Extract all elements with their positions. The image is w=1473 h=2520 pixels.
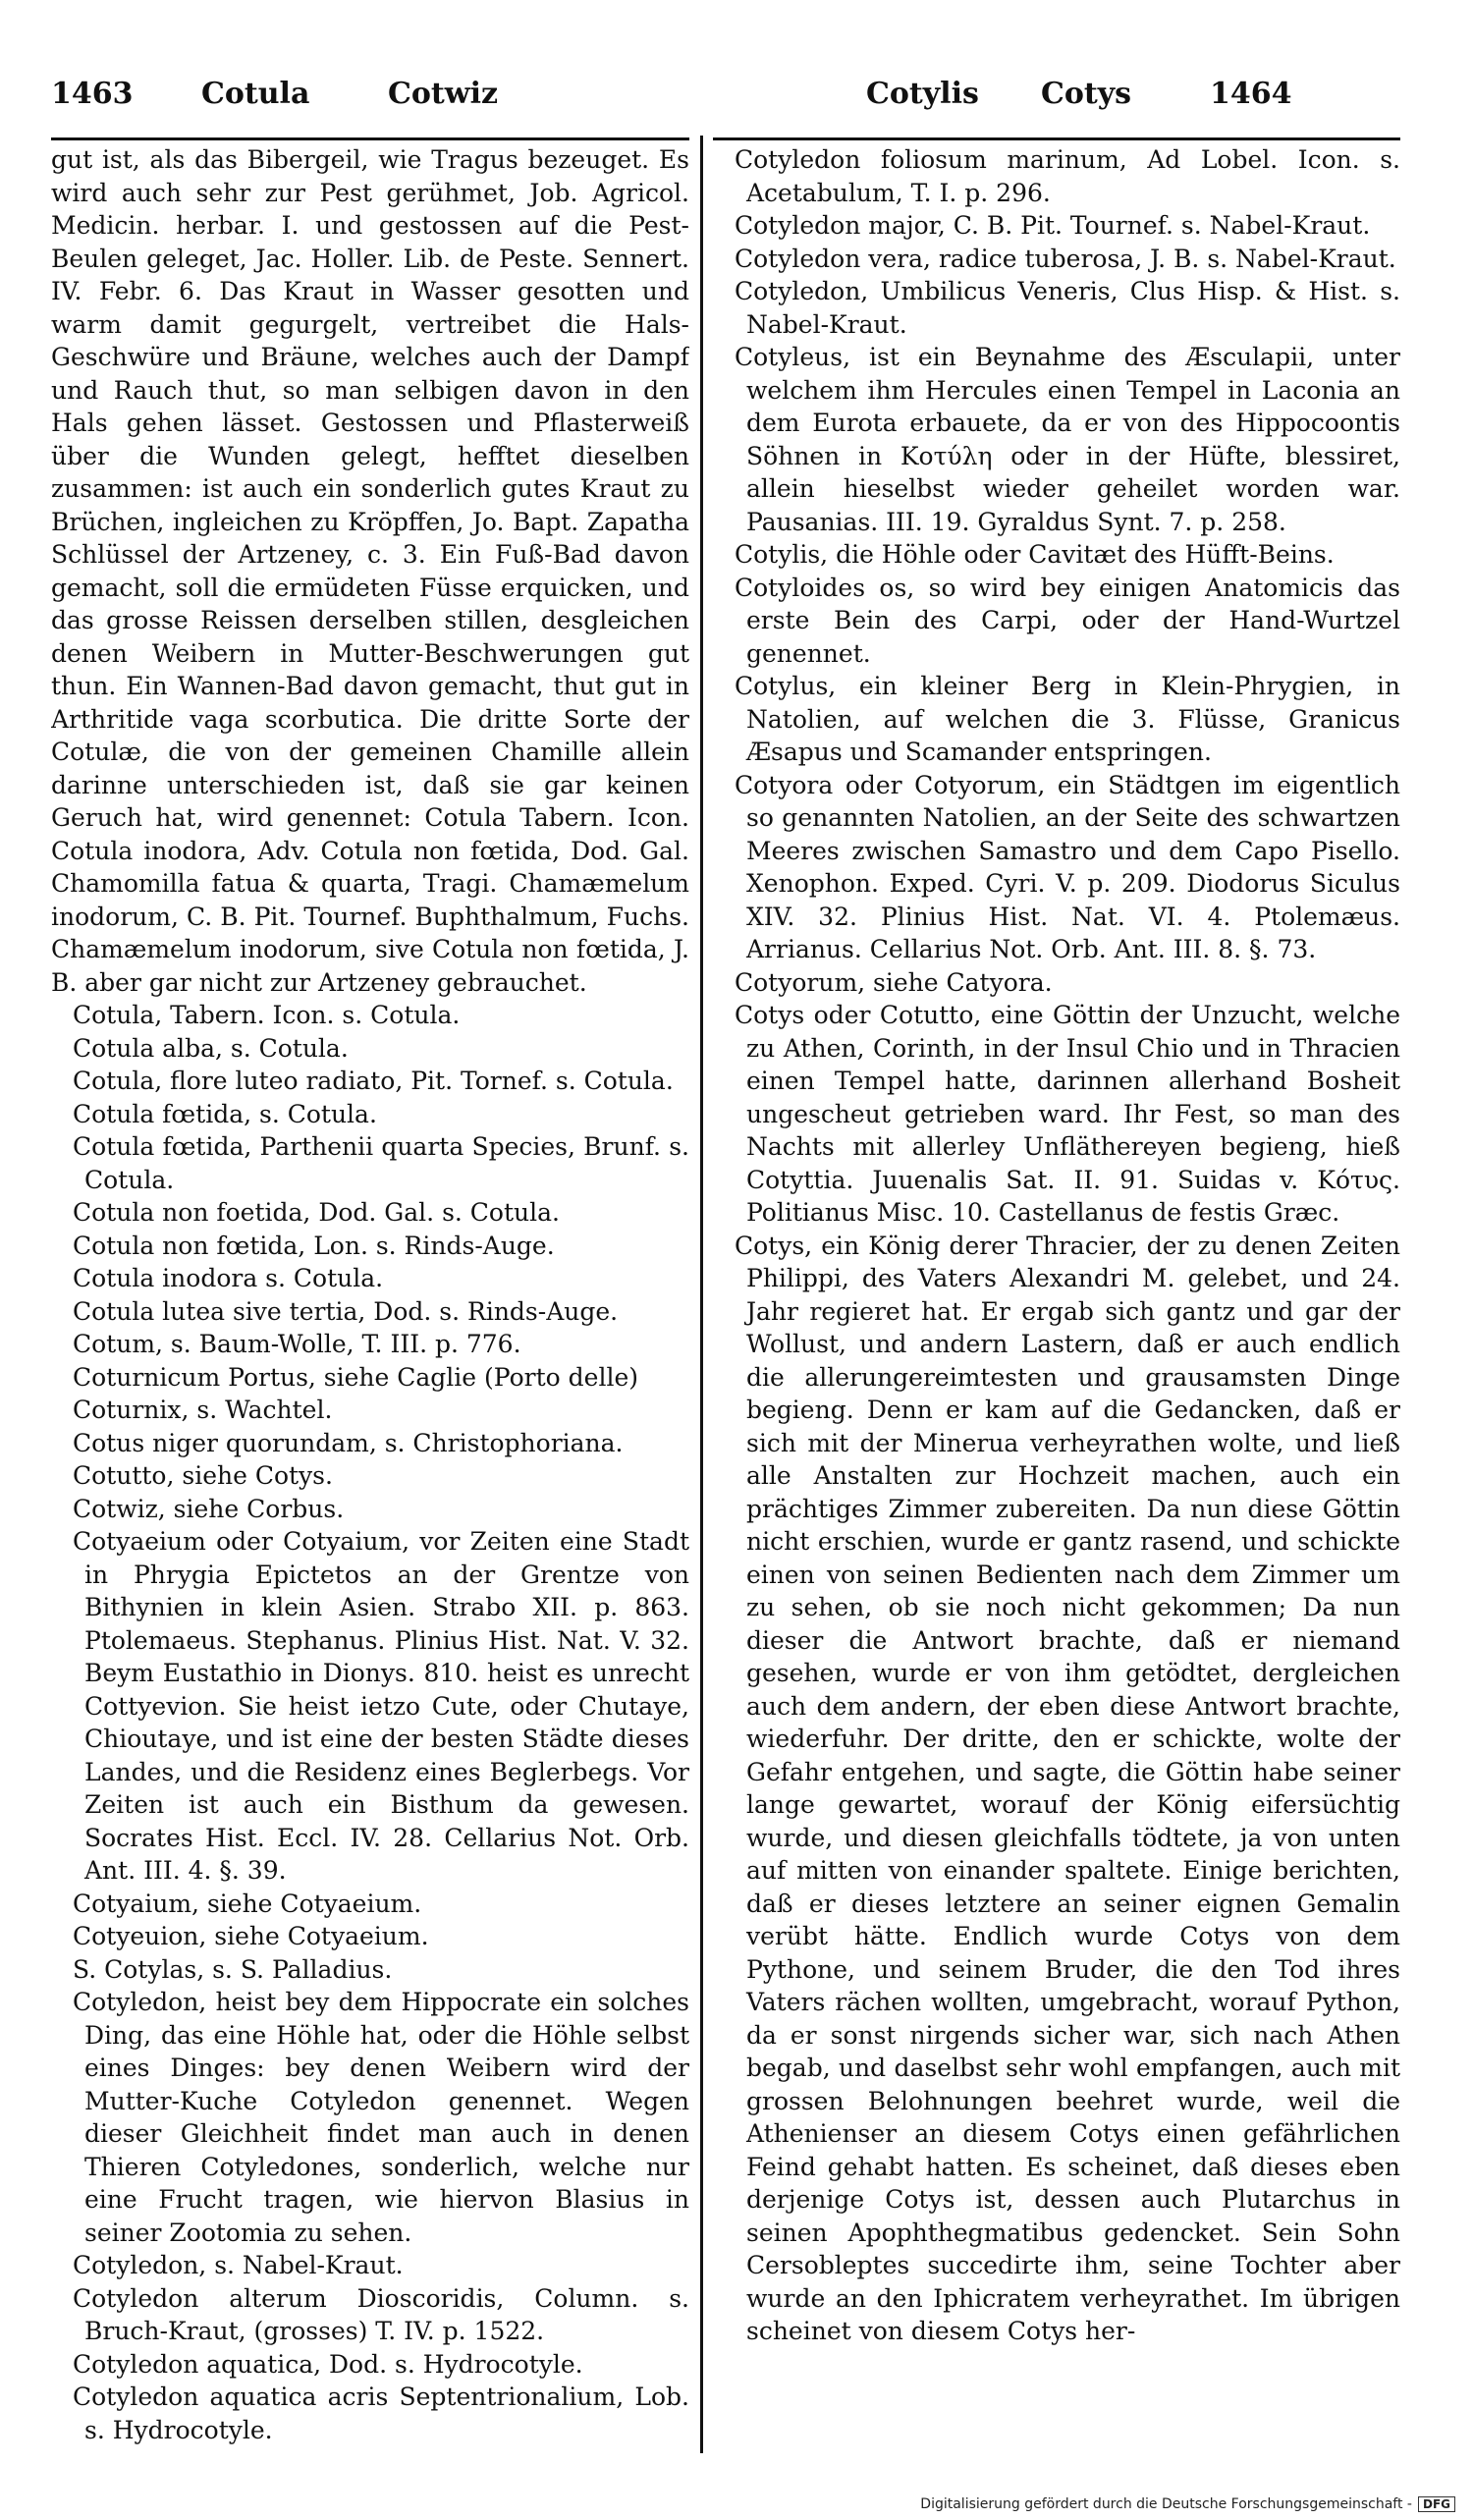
- left-header-word: Cotula: [201, 77, 310, 111]
- dictionary-entry: Cotylis, die Höhle oder Cavitæt des Hüfft-Beins.: [735, 540, 1335, 569]
- dictionary-entry: Cotutto, siehe Cotys.: [73, 1461, 333, 1490]
- left-header-catchword: Cotwiz: [388, 77, 499, 111]
- digitization-credit: [920, 2496, 1455, 2512]
- dictionary-entry: Cotwiz, siehe Corbus.: [73, 1494, 345, 1523]
- dictionary-entry: Cotus niger quorundam, s. Christophoriana.: [73, 1428, 624, 1457]
- left-column: [51, 143, 689, 2461]
- dictionary-entry: Coturnix, s. Wachtel.: [73, 1396, 333, 1424]
- dictionary-entry: Cotula, flore luteo radiato, Pit. Tornef. s. Cotula.: [73, 1067, 674, 1095]
- dictionary-entry: gut ist, als das Bibergeil, wie Tragus bezeuget. Es wird auch sehr zur Pest gerühmet, Job. Agricol. Medicin. herbar. I. und gestossen auf die Pest-Beulen geleget, Jac. Holler. Lib. de Peste. Sennert. IV. Febr. 6. Das Kraut in Wasser gesotten und warm damit gegurgelt, vertreibet die Hals-Geschwüre und Bräune, welches auch der Dampf und Rauch thut, so man selbigen davon in den Hals gehen lässet. Gestossen und Pflasterweiß über die Wunden gelegt, hefftet dieselben zusammen: ist auch ein sonderlich gutes Kraut zu Brüchen, ingleichen zu Kröpffen, Jo. Bapt. Zapatha Schlüssel der Artzeney, c. 3. Ein Fuß-Bad davon gemacht, soll die ermüdeten Füsse erquicken, und das grosse Reissen derselben stillen, desgleichen denen Weibern in Mutter-Beschwerungen gut thun. Ein Wannen-Bad davon gemacht, thut gut in Arthritide vaga scorbutica. Die dritte Sorte der Cotulæ, die von der gemeinen Chamille allein darinne unterschieden ist, daß sie gar keinen Geruch hat, wird genennet: Cotula Tabern. Icon. Cotula inodora, Adv. Cotula non fœtida, Dod. Gal. Chamomilla fatua & quarta, Tragi. Chamæmelum inodorum, C. B. Pit. Tournef. Buphthalmum, Fuchs. Chamæmelum inodorum, sive Cotula non fœtida, J. B. aber gar nicht zur Artzeney gebrauchet.: [51, 145, 689, 997]
- header-rule-right: [713, 137, 1400, 140]
- dfg-logo: DFG: [1418, 2496, 1455, 2512]
- dictionary-entry: Cotyeuion, siehe Cotyaeium.: [73, 1922, 429, 1950]
- dictionary-entry: S. Cotylas, s. S. Palladius.: [73, 1954, 393, 1984]
- right-header-catchword: Cotys: [1041, 77, 1132, 111]
- dictionary-entry: Cotyledon vera, radice tuberosa, J. B. s. Nabel-Kraut.: [735, 244, 1396, 273]
- dictionary-entry: Cotula lutea sive tertia, Dod. s. Rinds-Auge.: [73, 1296, 619, 1326]
- dictionary-entry: Cotula inodora s. Cotula.: [73, 1264, 384, 1292]
- dictionary-entry: Cotula non fœtida, Lon. s. Rinds-Auge.: [73, 1231, 555, 1260]
- right-header-word: Cotylis: [866, 77, 979, 111]
- dictionary-entry: Cotyledon aquatica acris Septentrionalium, Lob. s. Hydrocotyle.: [73, 2383, 689, 2444]
- dictionary-entry: Cotyleus, ist ein Beynahme des Æsculapii, unter welchem ihm Hercules einen Tempel in Laconia an dem Eurota erbauete, da er von des Hippocoontis Söhnen in Κοτύλη oder in der Hüfte, blessiret, allein hieselbst wieder geheilet worden war. Pausanias. III. 19. Gyraldus Synt. 7. p. 258.: [735, 343, 1400, 536]
- dictionary-entry: Cotyorum, siehe Catyora.: [735, 967, 1053, 997]
- dictionary-entry: Cotyaeium oder Cotyaium, vor Zeiten eine Stadt in Phrygia Epictetos an der Grentze von Bithynien in klein Asien. Strabo XII. p. 863. Ptolemaeus. Stephanus. Plinius Hist. Nat. V. 32. Beym Eustathio in Dionys. 810. heist es unrecht Cottyevion. Sie heist ietzo Cute, oder Chutaye, Chioutaye, und ist eine der besten Städte dieses Landes, und die Residenz eines Beglerbegs. Vor Zeiten ist auch ein Bisthum da gewesen. Socrates Hist. Eccl. IV. 28. Cellarius Not. Orb. Ant. III. 4. §. 39.: [73, 1527, 689, 1885]
- dictionary-entry: Cotys oder Cotutto, eine Göttin der Unzucht, welche zu Athen, Corinth, in der Insul Chio und in Thracien einen Tempel hatte, darinnen allerhand Bosheit ungescheut getrieben ward. Ihr Fest, so man des Nachts mit allerley Unfläthereyen begieng, hieß Cotyttia. Juuenalis Sat. II. 91. Suidas v. Κότυς. Politianus Misc. 10. Castellanus de festis Græc.: [735, 1001, 1400, 1227]
- dictionary-entry: Cotyledon alterum Dioscoridis, Column. s. Bruch-Kraut, (grosses) T. IV. p. 1522.: [73, 2283, 689, 2345]
- dictionary-entry: Cotula fœtida, Parthenii quarta Species, Brunf. s. Cotula.: [73, 1132, 689, 1194]
- dictionary-entry: Cotyledon, heist bey dem Hippocrate ein solches Ding, das eine Höhle hat, oder die Höhle selbst eines Dinges: bey denen Weibern wird der Mutter-Kuche Cotyledon genennet. Wegen dieser Gleichheit findet man auch in denen Thieren Cotyledones, sonderlich, welche nur eine Frucht tragen, wie hiervon Blasius in seiner Zootomia zu sehen.: [73, 1988, 689, 2247]
- dictionary-entry: Cotum, s. Baum-Wolle, T. III. p. 776.: [73, 1330, 521, 1358]
- dictionary-entry: Cotula alba, s. Cotula.: [73, 1033, 349, 1063]
- dictionary-entry: Cotyloides os, so wird bey einigen Anatomicis das erste Bein des Carpi, oder der Hand-Wurtzel genennet.: [735, 573, 1400, 668]
- credit-text: Digitalisierung gefördert durch die Deutsche Forschungsgemeinschaft -: [920, 2496, 1412, 2512]
- dictionary-entry: Cotula fœtida, s. Cotula.: [73, 1099, 377, 1128]
- dictionary-entry: Cotula, Tabern. Icon. s. Cotula.: [73, 1001, 461, 1029]
- dictionary-entry: Cotyledon aquatica, Dod. s. Hydrocotyle.: [73, 2349, 583, 2379]
- column-divider: [700, 136, 703, 2453]
- header-rule-left: [51, 137, 689, 140]
- dictionary-entry: Coturnicum Portus, siehe Caglie (Porto delle): [73, 1362, 638, 1392]
- dictionary-entry: Cotyaium, siehe Cotyaeium.: [73, 1889, 422, 1918]
- dictionary-entry: Cotylus, ein kleiner Berg in Klein-Phrygien, in Natolien, auf welchen die 3. Flüsse, Granicus Æsapus und Scamander entspringen.: [735, 672, 1400, 766]
- right-page-number: 1464: [1210, 77, 1292, 111]
- left-page-number: 1463: [51, 77, 134, 111]
- dictionary-entry: Cotys, ein König derer Thracier, der zu denen Zeiten Philippi, des Vaters Alexandri M. gelebet, und 24. Jahr regieret hat. Er ergab sich gantz und gar der Wollust, und andern Lastern, daß er auch endlich die allerungereimtesten und grausamsten Dinge begieng. Denn er kam auf die Gedancken, daß er sich mit der Minerua verheyrathen wolte, und ließ alle Anstalten zur Hochzeit machen, auch ein prächtiges Zimmer zubereiten. Da nun diese Göttin nicht erschien, wurde er gantz rasend, und schickte einen von seinen Bedienten nach dem Zimmer um zu sehen, ob sie noch nicht gekommen; Da nun dieser die Antwort brachte, daß er niemand gesehen, wurde er von ihm getödtet, dergleichen auch dem andern, der eben diese Antwort brachte, wiederfuhr. Der dritte, den er schickte, wolte der Gefahr entgehen, und sagte, die Göttin habe seiner lange gewartet, worauf der König eifersüchtig wurde, und diesen gleichfalls tödtete, ja von unten auf mitten von einander spaltete. Einige berichten, daß er dieses letztere an seiner eignen Gemalin verübt hätte. Endlich wurde Cotys von dem Pythone, und seinem Bruder, die den Tod ihres Vaters rächen wollten, umgebracht, worauf Python, da er sonst nirgends sicher war, sich nach Athen begab, und daselbst sehr wohl empfangen, auch mit grossen Belohnungen beehret wurde, weil die Athenienser an diesem Cotys einen gefährlichen Feind gehabt hatten. Es scheinet, daß dieses eben derjenige Cotys ist, dessen auch Plutarchus in seinen Apophthegmatibus gedencket. Sein Sohn Cersobleptes succedirte ihm, seine Tochter aber wurde an den Iphicratem verheyrathet. Im übrigen scheinet von diesem Cotys her-: [735, 1231, 1400, 2345]
- dictionary-entry: Cotyledon, Umbilicus Veneris, Clus Hisp. & Hist. s. Nabel-Kraut.: [735, 277, 1400, 339]
- dictionary-entry: Cotyora oder Cotyorum, ein Städtgen im eigentlich so genannten Natolien, an der Seite des schwartzen Meeres zwischen Samastro und dem Capo Pisello. Xenophon. Exped. Cyri. V. p. 209. Diodorus Siculus XIV. 32. Plinius Hist. Nat. VI. 4. Ptolemæus. Arrianus. Cellarius Not. Orb. Ant. III. 8. §. 73.: [735, 770, 1400, 963]
- dictionary-entry: Cotyledon foliosum marinum, Ad Lobel. Icon. s. Acetabulum, T. I. p. 296.: [735, 145, 1400, 207]
- right-column: [713, 143, 1400, 2461]
- dictionary-entry: Cotyledon major, C. B. Pit. Tournef. s. Nabel-Kraut.: [735, 211, 1371, 240]
- dictionary-entry: Cotula non foetida, Dod. Gal. s. Cotula.: [73, 1198, 560, 1227]
- dictionary-entry: Cotyledon, s. Nabel-Kraut.: [73, 2251, 404, 2279]
